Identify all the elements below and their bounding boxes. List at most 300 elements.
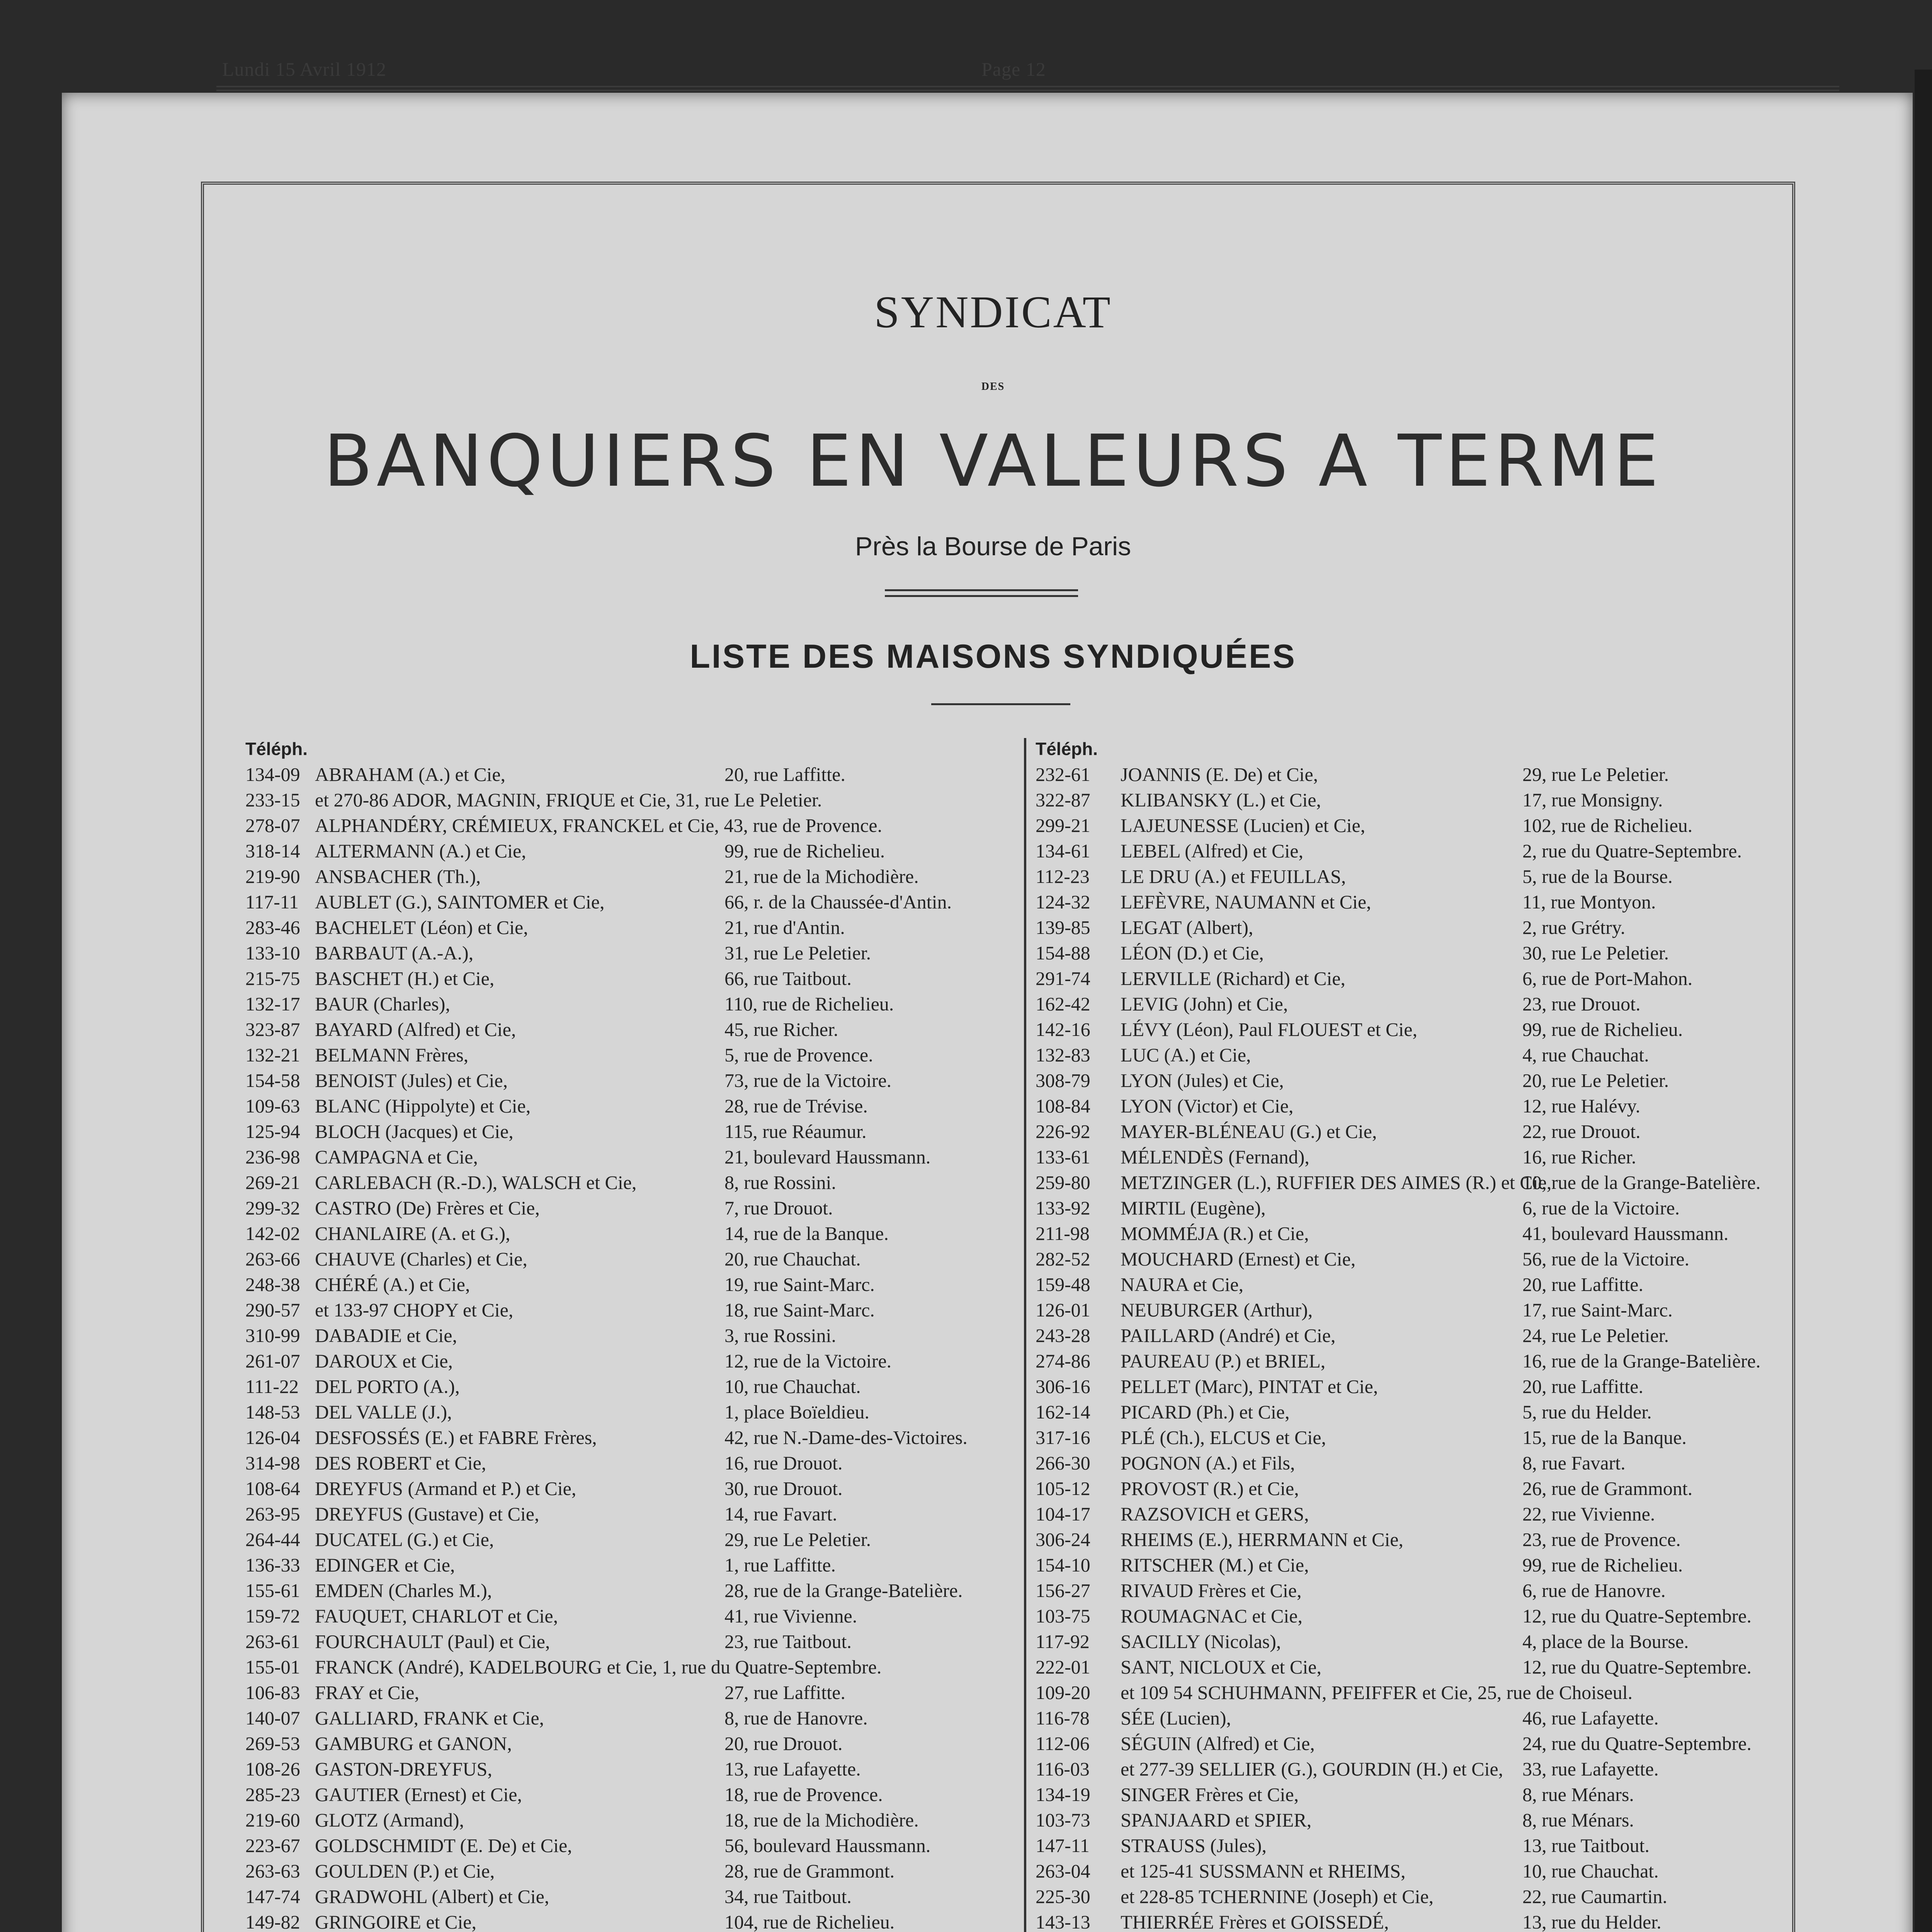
phone-number: 278-07 (245, 815, 300, 836)
listing-row (245, 1144, 1014, 1170)
firm-address: 6, rue de Port-Mahon. (1522, 968, 1693, 989)
firm-address: 20, rue Chauchat. (724, 1248, 861, 1270)
listing-row (245, 1450, 1014, 1476)
phone-number: 248-38 (245, 1274, 300, 1295)
firm-address: 5, rue du Helder. (1522, 1401, 1652, 1423)
phone-number: 259-80 (1036, 1172, 1090, 1193)
listing-row (245, 1731, 1014, 1756)
listing-row (1036, 864, 1793, 889)
phone-number: 149-82 (245, 1911, 300, 1932)
firm-name: GAUTIER (Ernest) et Cie, (315, 1784, 522, 1805)
firm-name: BENOIST (Jules) et Cie, (315, 1070, 508, 1091)
header-date: Lundi 15 Avril 1912 (222, 58, 387, 80)
listing-row (245, 915, 1014, 940)
listing-row (1036, 1042, 1793, 1068)
firm-address: 99, rue de Richelieu. (1522, 1019, 1683, 1040)
firm-address: 20, rue Drouot. (724, 1733, 843, 1754)
listing-row (1036, 1654, 1793, 1680)
firm-name: SÉGUIN (Alfred) et Cie, (1121, 1733, 1315, 1754)
firm-address: 41, rue Vivienne. (724, 1605, 857, 1627)
firm-address: 41, boulevard Haussmann. (1522, 1223, 1729, 1244)
listing-row (1036, 1909, 1793, 1932)
firm-name: CASTRO (De) Frères et Cie, (315, 1197, 540, 1219)
firm-name: PAUREAU (P.) et BRIEL, (1121, 1350, 1326, 1372)
firm-address: 31, rue Le Peletier. (724, 942, 871, 964)
phone-number: 263-66 (245, 1248, 300, 1270)
firm-name: DREYFUS (Armand et P.) et Cie, (315, 1478, 577, 1499)
firm-name: GALLIARD, FRANK et Cie, (315, 1707, 544, 1729)
listing-row (1036, 1705, 1793, 1731)
firm-name: METZINGER (L.), RUFFIER DES AIMES (R.) et Cie, (1121, 1172, 1552, 1193)
firm-address: 13, rue Taitbout. (1522, 1835, 1650, 1856)
firm-address: 4, place de la Bourse. (1522, 1631, 1689, 1652)
firm-address: 17, rue Monsigny. (1522, 789, 1663, 811)
phone-number: 132-21 (245, 1044, 300, 1066)
firm-name: CARLEBACH (R.-D.), WALSCH et Cie, (315, 1172, 637, 1193)
listing-row (1036, 940, 1793, 966)
firm-address: 23, rue Drouot. (1522, 993, 1641, 1015)
firm-name: LYON (Jules) et Cie, (1121, 1070, 1284, 1091)
firm-name: POGNON (A.) et Fils, (1121, 1452, 1295, 1474)
firm-name: BELMANN Frères, (315, 1044, 469, 1066)
listing-row (1036, 1144, 1793, 1170)
firm-address: 8, rue de Hanovre. (724, 1707, 868, 1729)
phone-number: 306-24 (1036, 1529, 1090, 1550)
firm-name: PICARD (Ph.) et Cie, (1121, 1401, 1290, 1423)
phone-number: 111-22 (245, 1376, 299, 1397)
phone-number: 155-01 (245, 1656, 300, 1678)
phone-number: 116-03 (1036, 1758, 1090, 1780)
firm-address: 34, rue Taitbout. (724, 1886, 852, 1907)
firm-address: 16, rue Drouot. (724, 1452, 843, 1474)
phone-number: 133-92 (1036, 1197, 1090, 1219)
firm-name: KLIBANSKY (L.) et Cie, (1121, 789, 1321, 811)
phone-number: 308-79 (1036, 1070, 1090, 1091)
phone-number: 142-02 (245, 1223, 300, 1244)
firm-name: CHANLAIRE (A. et G.), (315, 1223, 510, 1244)
listing-row (245, 1170, 1014, 1195)
listing-row (245, 940, 1014, 966)
listing-row (245, 1195, 1014, 1221)
phone-number: 261-07 (245, 1350, 300, 1372)
firm-address: 110, rue de Richelieu. (724, 993, 894, 1015)
firm-name: GRINGOIRE et Cie, (315, 1911, 476, 1932)
firm-address: 28, rue de la Grange-Batelière. (724, 1580, 963, 1601)
firm-address: 20, rue Le Peletier. (1522, 1070, 1669, 1091)
phone-number: 159-48 (1036, 1274, 1090, 1295)
firm-name: et 109 54 SCHUHMANN, PFEIFFER et Cie, 25, rue de Choiseul. (1121, 1682, 1633, 1703)
firm-name: AUBLET (G.), SAINTOMER et Cie, (315, 891, 605, 913)
phone-number: 219-60 (245, 1809, 300, 1831)
firm-name: et 270-86 ADOR, MAGNIN, FRIQUE et Cie, 31, rue Le Peletier. (315, 789, 822, 811)
firm-address: 20, rue Laffitte. (724, 764, 845, 785)
firm-address: 12, rue de la Victoire. (724, 1350, 892, 1372)
firm-address: 14, rue Favart. (724, 1503, 837, 1525)
firm-address: 12, rue Halévy. (1522, 1095, 1640, 1117)
firm-name: et 133-97 CHOPY et Cie, (315, 1299, 514, 1321)
firm-address: 5, rue de Provence. (724, 1044, 873, 1066)
firm-name: EDINGER et Cie, (315, 1554, 455, 1576)
phone-number: 117-11 (245, 891, 299, 913)
firm-name: MAYER-BLÉNEAU (G.) et Cie, (1121, 1121, 1377, 1142)
firm-address: 42, rue N.-Dame-des-Victoires. (724, 1427, 968, 1448)
firm-address: 6, rue de Hanovre. (1522, 1580, 1666, 1601)
firm-address: 115, rue Réaumur. (724, 1121, 867, 1142)
firm-name: RITSCHER (M.) et Cie, (1121, 1554, 1309, 1576)
listing-row (245, 1629, 1014, 1654)
firm-address: 24, rue Le Peletier. (1522, 1325, 1669, 1346)
firm-address: 16, rue Richer. (1522, 1146, 1636, 1168)
phone-number: 263-04 (1036, 1860, 1090, 1882)
title-divider (885, 589, 1078, 591)
listing-row (1036, 1884, 1793, 1909)
listing-row (1036, 1782, 1793, 1807)
listing-row (245, 1042, 1014, 1068)
phone-number: 263-95 (245, 1503, 300, 1525)
listing-row (1036, 813, 1793, 838)
phone-number: 108-64 (245, 1478, 300, 1499)
firm-address: 45, rue Richer. (724, 1019, 838, 1040)
listing-row (1036, 1756, 1793, 1782)
firm-name: GOULDEN (P.) et Cie, (315, 1860, 495, 1882)
firm-address: 8, rue Favart. (1522, 1452, 1626, 1474)
firm-name: LEBEL (Alfred) et Cie, (1121, 840, 1303, 862)
phone-number: 105-12 (1036, 1478, 1090, 1499)
listing-row (245, 1348, 1014, 1374)
firm-name: GRADWOHL (Albert) et Cie, (315, 1886, 549, 1907)
firm-name: BARBAUT (A.-A.), (315, 942, 474, 964)
listing-row (1036, 1603, 1793, 1629)
phone-number: 154-58 (245, 1070, 300, 1091)
listing-row (245, 1093, 1014, 1119)
firm-name: MIRTIL (Eugène), (1121, 1197, 1266, 1219)
listing-row (245, 838, 1014, 864)
listing-row (245, 1399, 1014, 1425)
firm-address: 6, rue de la Victoire. (1522, 1197, 1680, 1219)
firm-address: 22, rue Caumartin. (1522, 1886, 1667, 1907)
listing-row (245, 1578, 1014, 1603)
listing-row (245, 1501, 1014, 1527)
phone-number: 322-87 (1036, 789, 1090, 811)
syndicat-title: SYNDICAT (874, 287, 1112, 337)
firm-name: DEL VALLE (J.), (315, 1401, 452, 1423)
firm-address: 104, rue de Richelieu. (724, 1911, 895, 1932)
firm-name: GOLDSCHMIDT (E. De) et Cie, (315, 1835, 572, 1856)
firm-name: GAMBURG et GANON, (315, 1733, 512, 1754)
phone-number: 140-07 (245, 1707, 300, 1729)
firm-name: LAJEUNESSE (Lucien) et Cie, (1121, 815, 1366, 836)
firm-address: 56, rue de la Victoire. (1522, 1248, 1690, 1270)
listing-row (1036, 1450, 1793, 1476)
firm-name: BACHELET (Léon) et Cie, (315, 917, 528, 938)
phone-number: 291-74 (1036, 968, 1090, 989)
phone-number: 283-46 (245, 917, 300, 938)
tel-header: Téléph. (245, 739, 308, 759)
firm-address: 12, rue du Quatre-Septembre. (1522, 1605, 1752, 1627)
listing-row (1036, 1323, 1793, 1348)
firm-address: 21, rue d'Antin. (724, 917, 845, 938)
firm-address: 73, rue de la Victoire. (724, 1070, 892, 1091)
firm-name: DAROUX et Cie, (315, 1350, 453, 1372)
listing-row (245, 991, 1014, 1017)
listing-row (245, 1909, 1014, 1932)
listing-row (245, 1068, 1014, 1093)
firm-name: LEVIG (John) et Cie, (1121, 993, 1288, 1015)
firm-name: ROUMAGNAC et Cie, (1121, 1605, 1303, 1627)
phone-number: 154-10 (1036, 1554, 1090, 1576)
phone-number: 136-33 (245, 1554, 300, 1576)
firm-address: 11, rue Montyon. (1522, 891, 1656, 913)
phone-number: 225-30 (1036, 1886, 1090, 1907)
phone-number: 108-26 (245, 1758, 300, 1780)
firm-name: ALPHANDÉRY, CRÉMIEUX, FRANCKEL et Cie, 43, rue de Provence. (315, 815, 882, 836)
firm-name: DABADIE et Cie, (315, 1325, 457, 1346)
list-heading: LISTE DES MAISONS SYNDIQUÉES (690, 638, 1296, 675)
firm-address: 8, rue Rossini. (724, 1172, 836, 1193)
firm-name: LÉVY (Léon), Paul FLOUEST et Cie, (1121, 1019, 1417, 1040)
listing-row (245, 1756, 1014, 1782)
phone-number: 223-67 (245, 1835, 300, 1856)
listing-row (245, 1705, 1014, 1731)
firm-name: LERVILLE (Richard) et Cie, (1121, 968, 1345, 989)
firm-address: 4, rue Chauchat. (1522, 1044, 1649, 1066)
phone-number: 243-28 (1036, 1325, 1090, 1346)
firm-name: LEGAT (Albert), (1121, 917, 1253, 938)
firm-name: CHAUVE (Charles) et Cie, (315, 1248, 527, 1270)
firm-address: 29, rue Le Peletier. (724, 1529, 871, 1550)
listing-row (245, 1603, 1014, 1629)
phone-number: 132-83 (1036, 1044, 1090, 1066)
listing-row (1036, 1578, 1793, 1603)
firm-address: 14, rue de la Banque. (724, 1223, 889, 1244)
firm-address: 99, rue de Richelieu. (724, 840, 885, 862)
firm-name: ABRAHAM (A.) et Cie, (315, 764, 506, 785)
phone-number: 226-92 (1036, 1121, 1090, 1142)
firm-address: 2, rue Grétry. (1522, 917, 1626, 938)
phone-number: 233-15 (245, 789, 300, 811)
firm-address: 30, rue Drouot. (724, 1478, 843, 1499)
phone-number: 222-01 (1036, 1656, 1090, 1678)
listing-row (1036, 1399, 1793, 1425)
phone-number: 124-32 (1036, 891, 1090, 913)
firm-address: 30, rue Le Peletier. (1522, 942, 1669, 964)
phone-number: 156-27 (1036, 1580, 1090, 1601)
phone-number: 117-92 (1036, 1631, 1090, 1652)
firm-name: LEFÈVRE, NAUMANN et Cie, (1121, 891, 1371, 913)
listing-row (1036, 1374, 1793, 1399)
firm-address: 3, rue Rossini. (724, 1325, 836, 1346)
phone-number: 133-10 (245, 942, 300, 964)
firm-address: 22, rue Drouot. (1522, 1121, 1641, 1142)
phone-number: 142-16 (1036, 1019, 1090, 1040)
firm-name: PLÉ (Ch.), ELCUS et Cie, (1121, 1427, 1326, 1448)
phone-number: 274-86 (1036, 1350, 1090, 1372)
firm-name: GLOTZ (Armand), (315, 1809, 464, 1831)
listing-row (1036, 915, 1793, 940)
firm-name: BAUR (Charles), (315, 993, 450, 1015)
firm-name: MOUCHARD (Ernest) et Cie, (1121, 1248, 1356, 1270)
firm-name: MÉLENDÈS (Fernand), (1121, 1146, 1310, 1168)
firm-address: 2, rue du Quatre-Septembre. (1522, 840, 1742, 862)
listing-row (1036, 838, 1793, 864)
phone-number: 236-98 (245, 1146, 300, 1168)
firm-name: BLANC (Hippolyte) et Cie, (315, 1095, 531, 1117)
header-rule-2 (216, 90, 1839, 91)
phone-number: 112-06 (1036, 1733, 1090, 1754)
phone-number: 116-78 (1036, 1707, 1090, 1729)
firm-name: DEL PORTO (A.), (315, 1376, 460, 1397)
listing-row (245, 1884, 1014, 1909)
listing-row (245, 1374, 1014, 1399)
listing-row (1036, 1552, 1793, 1578)
firm-name: NEUBURGER (Arthur), (1121, 1299, 1313, 1321)
firm-name: FRAY et Cie, (315, 1682, 419, 1703)
firm-address: 7, rue Drouot. (724, 1197, 833, 1219)
listing-row (245, 1119, 1014, 1144)
listing-row (1036, 1425, 1793, 1450)
listing-row (1036, 889, 1793, 915)
firm-address: 56, boulevard Haussmann. (724, 1835, 931, 1856)
title-divider-2 (885, 595, 1078, 597)
phone-number: 126-04 (245, 1427, 300, 1448)
left-listing (245, 736, 1014, 1932)
listing-row (245, 762, 1014, 787)
phone-number: 282-52 (1036, 1248, 1090, 1270)
phone-number: 134-09 (245, 764, 300, 785)
firm-name: RIVAUD Frères et Cie, (1121, 1580, 1302, 1601)
listing-row (1036, 966, 1793, 991)
firm-address: 13, rue Lafayette. (724, 1758, 861, 1780)
listing-row (245, 1782, 1014, 1807)
firm-name: et 228-85 TCHERNINE (Joseph) et Cie, (1121, 1886, 1434, 1907)
listing-row (1036, 1858, 1793, 1884)
firm-name: PAILLARD (André) et Cie, (1121, 1325, 1336, 1346)
listing-row (1036, 1501, 1793, 1527)
firm-name: STRAUSS (Jules), (1121, 1835, 1267, 1856)
page-edge-shadow (1915, 70, 1932, 1932)
firm-name: RAZSOVICH et GERS, (1121, 1503, 1309, 1525)
phone-number: 232-61 (1036, 764, 1090, 785)
listing-row (1036, 1195, 1793, 1221)
listing-row (245, 1476, 1014, 1501)
phone-number: 134-19 (1036, 1784, 1090, 1805)
phone-number: 314-98 (245, 1452, 300, 1474)
firm-address: 10, rue Chauchat. (1522, 1860, 1659, 1882)
firm-address: 18, rue de la Michodière. (724, 1809, 919, 1831)
listing-row (245, 1527, 1014, 1552)
listing-row (245, 864, 1014, 889)
listing-row (245, 1323, 1014, 1348)
firm-address: 21, rue de la Michodière. (724, 866, 919, 887)
phone-number: 290-57 (245, 1299, 300, 1321)
phone-number: 318-14 (245, 840, 300, 862)
firm-address: 10, rue Chauchat. (724, 1376, 861, 1397)
firm-name: MOMMÉJA (R.) et Cie, (1121, 1223, 1309, 1244)
firm-address: 18, rue Saint-Marc. (724, 1299, 875, 1321)
firm-address: 19, rue Saint-Marc. (724, 1274, 875, 1295)
firm-address: 13, rue du Helder. (1522, 1911, 1662, 1932)
firm-address: 10, rue de la Grange-Batelière. (1522, 1172, 1761, 1193)
listing-row (245, 1833, 1014, 1858)
firm-name: BAYARD (Alfred) et Cie, (315, 1019, 516, 1040)
firm-address: 16, rue de la Grange-Batelière. (1522, 1350, 1761, 1372)
phone-number: 266-30 (1036, 1452, 1090, 1474)
firm-address: 23, rue Taitbout. (724, 1631, 852, 1652)
firm-name: BLOCH (Jacques) et Cie, (315, 1121, 514, 1142)
header-page: Page 12 (981, 58, 1046, 80)
phone-number: 299-32 (245, 1197, 300, 1219)
phone-number: 162-14 (1036, 1401, 1090, 1423)
firm-name: LYON (Victor) et Cie, (1121, 1095, 1294, 1117)
phone-number: 285-23 (245, 1784, 300, 1805)
firm-name: JOANNIS (E. De) et Cie, (1121, 764, 1318, 785)
firm-address: 33, rue Lafayette. (1522, 1758, 1659, 1780)
firm-address: 28, rue de Trévise. (724, 1095, 868, 1117)
firm-name: NAURA et Cie, (1121, 1274, 1244, 1295)
listing-row (245, 1297, 1014, 1323)
firm-name: PROVOST (R.) et Cie, (1121, 1478, 1299, 1499)
firm-address: 26, rue de Grammont. (1522, 1478, 1693, 1499)
firm-name: FRANCK (André), KADELBOURG et Cie, 1, rue du Quatre-Septembre. (315, 1656, 882, 1678)
listing-row (245, 1552, 1014, 1578)
firm-address: 1, rue Laffitte. (724, 1554, 836, 1576)
firm-name: DESFOSSÉS (E.) et FABRE Frères, (315, 1427, 597, 1448)
listing-row (245, 787, 1014, 813)
firm-address: 21, boulevard Haussmann. (724, 1146, 931, 1168)
firm-name: ANSBACHER (Th.), (315, 866, 481, 887)
phone-number: 147-74 (245, 1886, 300, 1907)
phone-number: 125-94 (245, 1121, 300, 1142)
firm-address: 8, rue Ménars. (1522, 1809, 1634, 1831)
firm-address: 8, rue Ménars. (1522, 1784, 1634, 1805)
listing-row (1036, 1272, 1793, 1297)
phone-number: 154-88 (1036, 942, 1090, 964)
listing-row (1036, 787, 1793, 813)
phone-number: 263-63 (245, 1860, 300, 1882)
firm-address: 12, rue du Quatre-Septembre. (1522, 1656, 1752, 1678)
firm-address: 27, rue Laffitte. (724, 1682, 845, 1703)
phone-number: 109-20 (1036, 1682, 1090, 1703)
firm-name: DREYFUS (Gustave) et Cie, (315, 1503, 539, 1525)
listing-row (1036, 1348, 1793, 1374)
listing-row (1036, 1731, 1793, 1756)
firm-address: 29, rue Le Peletier. (1522, 764, 1669, 785)
firm-address: 17, rue Saint-Marc. (1522, 1299, 1673, 1321)
phone-number: 103-75 (1036, 1605, 1090, 1627)
firm-address: 66, r. de la Chaussée-d'Antin. (724, 891, 952, 913)
listing-row (245, 1807, 1014, 1833)
listing-row (1036, 1246, 1793, 1272)
tel-header: Téléph. (1036, 739, 1098, 759)
subtitle: Près la Bourse de Paris (855, 532, 1131, 561)
firm-name: LÉON (D.) et Cie, (1121, 942, 1264, 964)
firm-address: 20, rue Laffitte. (1522, 1274, 1643, 1295)
phone-number: 299-21 (1036, 815, 1090, 836)
firm-name: SANT, NICLOUX et Cie, (1121, 1656, 1321, 1678)
phone-number: 132-17 (245, 993, 300, 1015)
listing-row (245, 813, 1014, 838)
des-label: DES (981, 381, 1005, 393)
phone-number: 162-42 (1036, 993, 1090, 1015)
phone-number: 317-16 (1036, 1427, 1090, 1448)
listing-row (245, 1858, 1014, 1884)
listing-row (1036, 1297, 1793, 1323)
phone-number: 264-44 (245, 1529, 300, 1550)
firm-address: 102, rue de Richelieu. (1522, 815, 1693, 836)
phone-number: 269-21 (245, 1172, 300, 1193)
listing-row (245, 889, 1014, 915)
firm-address: 23, rue de Provence. (1522, 1529, 1681, 1550)
